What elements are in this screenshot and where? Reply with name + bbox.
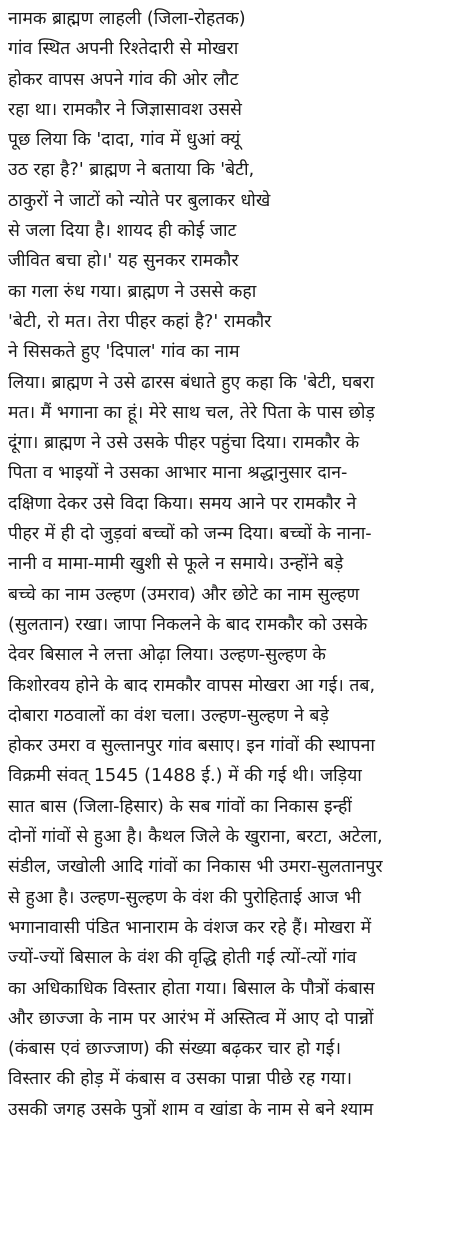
text-line: बच्चे का नाम उल्हण (उमराव) और छोटे का नाम सुल्हण — [8, 584, 360, 605]
text-line: 'बेटी, रो मत। तेरा पीहर कहां है?' रामकौर — [8, 311, 272, 332]
text-line: पूछ लिया कि 'दादा, गांव में धुआं क्यूं — [8, 130, 241, 151]
text-line: मत। मैं भगाना का हूं। मेरे साथ चल, तेरे पिता के पास छोड़ — [8, 402, 375, 423]
text-line: विक्रमी संवत् 1545 (1488 ई.) में की गई थी। जड़िया — [8, 766, 362, 787]
text-line: नामक ब्राह्मण लाहली (जिला-रोहतक) — [8, 9, 246, 29]
text-line: नानी व मामा-मामी खुशी से फूले न समाये। उन्होंने बड़े — [8, 554, 344, 575]
text-line: दक्षिणा देकर उसे विदा किया। समय आने पर रामकौर ने — [8, 493, 357, 514]
text-line: रहा था। रामकौर ने जिज्ञासावश उससे — [8, 99, 242, 120]
narrow-column-text — [8, 4, 469, 368]
text-line: भगानावासी पंडित भानाराम के वंशज कर रहे हैं। मोखरा में — [8, 917, 372, 938]
text-line: ठाकुरों ने जाटों को न्योते पर बुलाकर धोखे — [8, 190, 271, 211]
text-line: उसकी जगह उसके पुत्रों शाम व खांडा के नाम से बने श्याम — [8, 1099, 374, 1120]
text-line: दोनों गांवों से हुआ है। कैथल जिले के खुराना, बरटा, अटेला, — [8, 827, 383, 848]
text-line: का गला रुंध गया। ब्राह्मण ने उससे कहा — [8, 281, 257, 302]
text-line: दूंगा। ब्राह्मण ने उसे उसके पीहर पहुंचा दिया। रामकौर के — [8, 433, 360, 454]
text-line: किशोरवय होने के बाद रामकौर वापस मोखरा आ गई। तब, — [8, 675, 376, 696]
text-line: ज्यों-ज्यों बिसाल के वंश की वृद्धि होती गई त्यों-त्यों गांव — [8, 948, 357, 969]
text-line: (कंबास एवं छाज्जाण) की संख्या बढ़कर चार हो गई। — [8, 1039, 341, 1060]
text-line: (सुलतान) रखा। जापा निकलने के बाद रामकौर को उसके — [8, 614, 368, 635]
text-line: से जला दिया है। शायद ही कोई जाट — [8, 221, 237, 242]
text-line: पिता व भाइयों ने उसका आभार माना श्रद्धानुसार दान- — [8, 463, 348, 484]
text-line: संडील, जखोली आदि गांवों का निकास भी उमरा-सुलतानपुर — [8, 857, 383, 878]
text-line: उठ रहा है?' ब्राह्मण ने बताया कि 'बेटी, — [8, 160, 255, 181]
text-line: होकर उमरा व सुल्तानपुर गांव बसाए। इन गांवों की स्थापना — [8, 736, 375, 757]
text-line: दोबारा गठवालों का वंश चला। उल्हण-सुल्हण ने बड़े — [8, 705, 329, 726]
text-line: देवर बिसाल ने लत्ता ओढ़ा लिया। उल्हण-सुल्हण के — [8, 645, 326, 666]
text-line: जीवित बचा हो।' यह सुनकर रामकौर — [8, 251, 239, 272]
text-line: लिया। ब्राह्मण ने उसे ढारस बंधाते हुए कहा कि 'बेटी, घबरा — [8, 372, 375, 393]
text-line: का अधिकाधिक विस्तार होता गया। बिसाल के पौत्रों कंबास — [8, 978, 375, 999]
text-line: गांव स्थित अपनी रिश्तेदारी से मोखरा — [8, 39, 239, 60]
wide-column-text — [8, 368, 469, 1125]
text-line: ने सिसकते हुए 'दिपाल' गांव का नाम — [8, 342, 240, 363]
text-line: होकर वापस अपने गांव की ओर लौट — [8, 69, 239, 90]
text-line: और छाज्जा के नाम पर आरंभ में अस्तित्व में आए दो पान्नों — [8, 1008, 374, 1029]
text-line: पीहर में ही दो जुड़वां बच्चों को जन्म दिया। बच्चों के नाना- — [8, 524, 372, 545]
text-line: विस्तार की होड़ में कंबास व उसका पान्ना पीछे रह गया। — [8, 1069, 353, 1090]
text-line: सात बास (जिला-हिसार) के सब गांवों का निकास इन्हीं — [8, 796, 352, 817]
text-line: से हुआ है। उल्हण-सुल्हण के वंश की पुरोहिताई आज भी — [8, 887, 361, 908]
